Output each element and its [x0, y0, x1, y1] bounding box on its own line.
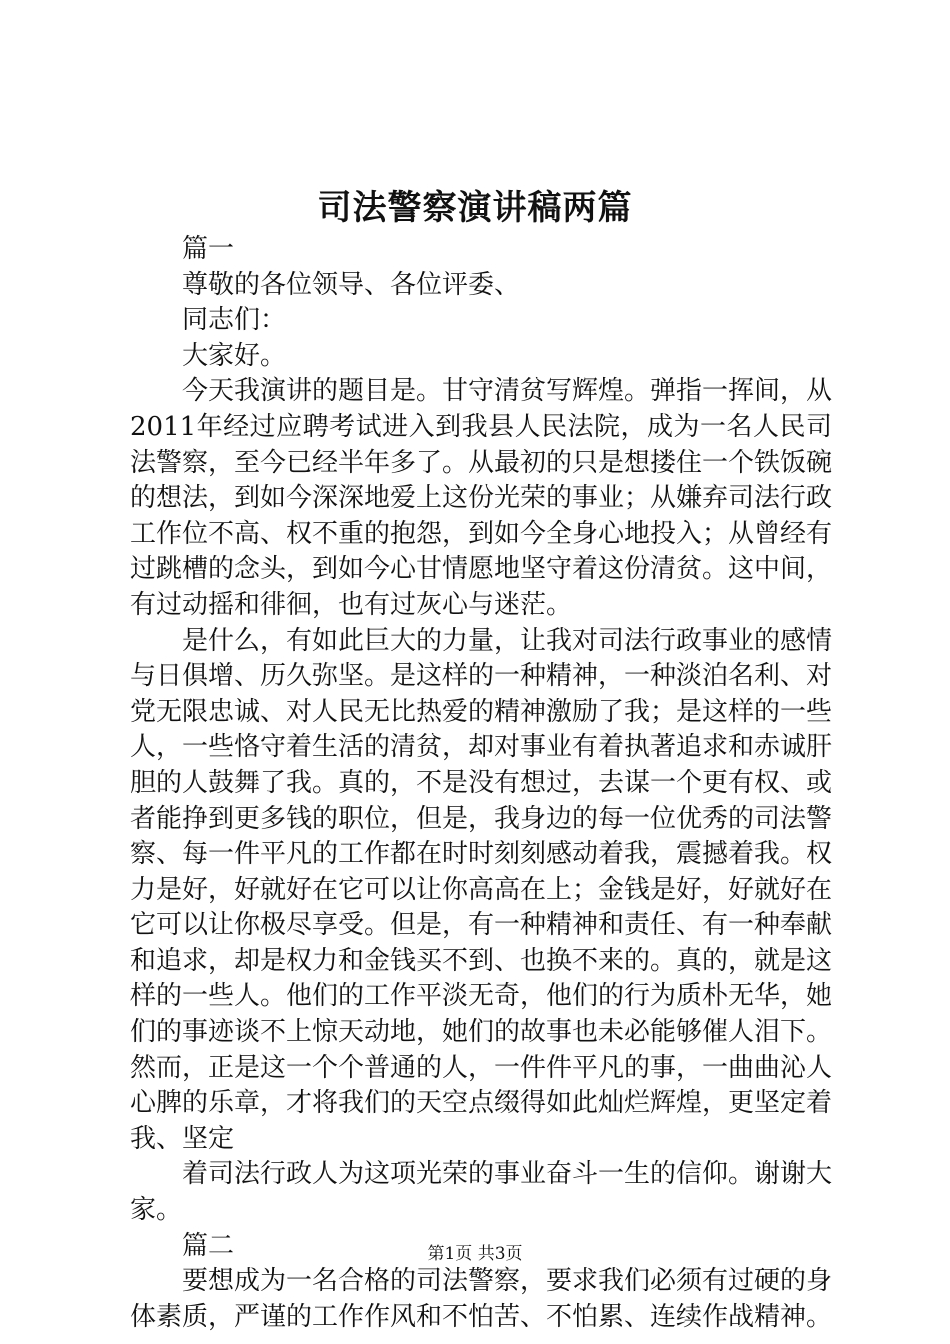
greeting-line: 大家好。	[182, 340, 287, 371]
body-paragraph: 着司法行政人为这项光荣的事业奋斗一生的信仰。谢谢大家。	[130, 1159, 833, 1226]
section-heading-1: 篇一	[182, 234, 235, 264]
section-heading-2: 篇二	[182, 1230, 235, 1261]
body-paragraph: 要想成为一名合格的司法警察，要求我们必须有过硬的身体素质，严谨的工作作风和不怕苦、不怕累、连续作战精神。	[130, 1266, 833, 1332]
body-paragraph: 是什么，有如此巨大的力量，让我对司法行政事业的感情与日俱增、历久弥坚。是这样的一种精神，一种淡泊名利、对党无限忠诚、对人民无比热爱的精神激励了我；是这样的一些人，一些恪守着生活的清贫，却对事业有着执著追求和赤诚肝胆的人鼓舞了我。真的，不是没有想过，去谋一个更有权、或者能挣到更多钱的职位，但是，我身边的每一位优秀的司法警察、每一件平凡的工作都在时时刻刻感动着我，震撼着我。权力是好，好就好在它可以让你高高在上；金钱是好，好就好在它可以让你极尽享受。但是，有一种精神和责任、有一种奉献和追求，却是权力和金钱买不到、也换不来的。真的，就是这样的一些人。他们的工作平淡无奇，他们的行为质朴无华，她们的事迹谈不上惊天动地，她们的故事也未必能够催人泪下。然而，正是这一个个普通的人，一件件平凡的事，一曲曲沁人心脾的乐章，才将我们的天空点缀得如此灿烂辉煌，更坚定着我、坚定	[130, 625, 833, 1154]
page-number-footer: 第1页 共3页	[427, 1244, 523, 1264]
document-title: 司法警察演讲稿两篇	[317, 188, 633, 228]
body-paragraph: 今天我演讲的题目是。甘守清贫写辉煌。弹指一挥间，从2011年经过应聘考试进入到我县人民法院，成为一名人民司法警察，至今已经半年多了。从最初的只是想搂住一个铁饭碗的想法，到如今深深地爱上这份光荣的事业；从嫌弃司法行政工作位不高、权不重的抱怨，到如今全身心地投入；从曾经有过跳槽的念头，到如今心甘情愿地坚守着这份清贫。这中间，有过动摇和徘徊，也有过灰心与迷茫。	[130, 376, 833, 620]
salutation-line: 尊敬的各位领导、各位评委、	[182, 269, 521, 300]
document-body	[130, 232, 832, 1335]
salutation-line: 同志们：	[182, 305, 287, 336]
